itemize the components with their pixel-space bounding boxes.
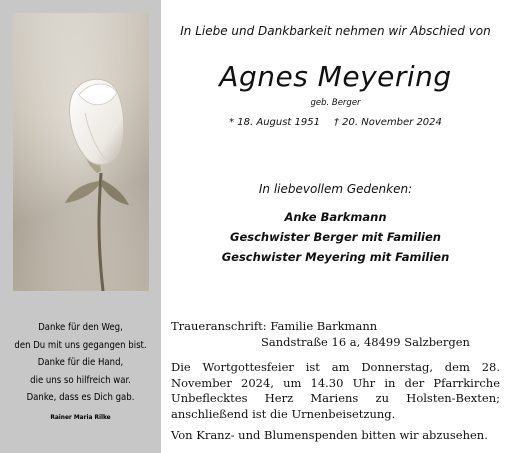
address-line: Sandstraße 16 a, 48499 Salzbergen (261, 335, 470, 349)
birth-date: * 18. August 1951 (229, 117, 320, 128)
poem-line: den Du mit uns gegangen bist. (14, 339, 147, 351)
mourner-name: Geschwister Meyering mit Familien (221, 250, 450, 264)
poem-author: Rainer Maria Rilke (50, 412, 111, 421)
main-content (161, 0, 510, 453)
mourning-address (171, 318, 501, 350)
intro-text: In Liebe und Dankbarkeit nehmen wir Abschied von (180, 24, 491, 38)
ceremony-info: Die Wortgottesfeier ist am Donnerstag, dem 28. November 2024, um 14.30 Uhr in der Pfarrkirche Unbeflecktes Herz Mariens zu Holsten-Bexten; anschließend ist die Urnenbeisetzung. (171, 360, 500, 421)
life-dates (161, 117, 510, 128)
poem-line: Danke für den Weg, (38, 322, 123, 333)
mourner-name: Anke Barkmann (284, 210, 387, 224)
poem (0, 319, 161, 422)
maiden-name: geb. Berger (310, 98, 361, 108)
flowers-note: Von Kranz- und Blumenspenden bitten wir abzusehen. (171, 428, 488, 442)
poem-line: Danke, dass es Dich gab. (26, 392, 135, 403)
death-date: † 20. November 2024 (333, 117, 442, 128)
left-panel (0, 0, 161, 453)
deceased-name: Agnes Meyering (219, 60, 452, 93)
poem-line: die uns so hilfreich war. (30, 374, 131, 386)
white-rose-icon (13, 13, 149, 291)
rose-photo (13, 13, 149, 291)
mourner-name: Geschwister Berger mit Familien (230, 230, 441, 244)
poem-line: Danke für die Hand, (37, 357, 124, 368)
address-line: Traueranschrift: Familie Barkmann (171, 319, 378, 333)
mourners-title: In liebevollem Gedenken: (258, 182, 413, 196)
mourners-list (161, 207, 510, 267)
